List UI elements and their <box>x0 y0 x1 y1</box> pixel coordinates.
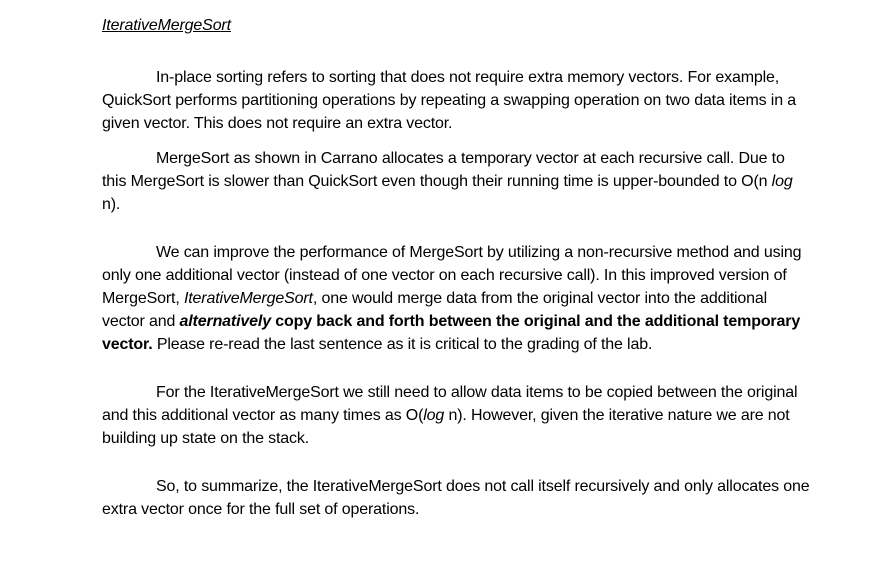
document-heading: IterativeMergeSort <box>102 17 231 34</box>
italic-log: log <box>771 173 793 190</box>
document-page <box>102 14 812 521</box>
paragraph-in-place-sorting <box>102 66 812 135</box>
paragraph-text: n). <box>102 196 121 213</box>
italic-iterative-merge-sort: IterativeMergeSort <box>183 290 313 307</box>
paragraph-text: In-place sorting refers to sorting that does not require extra memory vectors. For example, QuickSort performs partitioning operations by repeating a swapping operation on two data items in a given vector. This does not require an extra vector. <box>102 69 796 132</box>
bold-alternatively-wrapper <box>180 313 271 330</box>
paragraph-text: For the IterativeMergeSort we still need to allow data items to be copied between the original and this additional vector as many times as O( <box>102 384 798 424</box>
bold-copy-back-and-forth: copy back and forth between the original and the additional temporary vector. <box>102 313 801 353</box>
paragraph-text: We can improve the performance of MergeSort by utilizing a non-recursive method and using only one additional vector (instead of one vector on each recursive call). In this improved version of MergeSort, <box>102 244 802 307</box>
paragraph-text: , one would merge data from the original vector into the additional vector and <box>102 290 768 330</box>
paragraph-mergesort-carrano <box>102 147 812 216</box>
paragraph-text: So, to summarize, the IterativeMergeSort does not call itself recursively and only allocates one extra vector once for the full set of operations. <box>102 478 810 518</box>
paragraph-copy-between <box>102 381 812 450</box>
paragraph-improve-performance <box>102 241 812 356</box>
paragraph-text: Please re-read the last sentence as it is critical to the grading of the lab. <box>152 336 653 353</box>
italic-log: log <box>423 407 445 424</box>
paragraph-text: n). However, given the iterative nature we are not building up state on the stack. <box>102 407 790 447</box>
paragraph-text: MergeSort as shown in Carrano allocates a temporary vector at each recursive call. Due to this MergeSort is slower than QuickSort even though their running time is upper-bounded to O(n <box>102 150 785 190</box>
paragraph-summary <box>102 475 812 521</box>
bold-italic-alternatively: alternatively <box>179 313 271 330</box>
